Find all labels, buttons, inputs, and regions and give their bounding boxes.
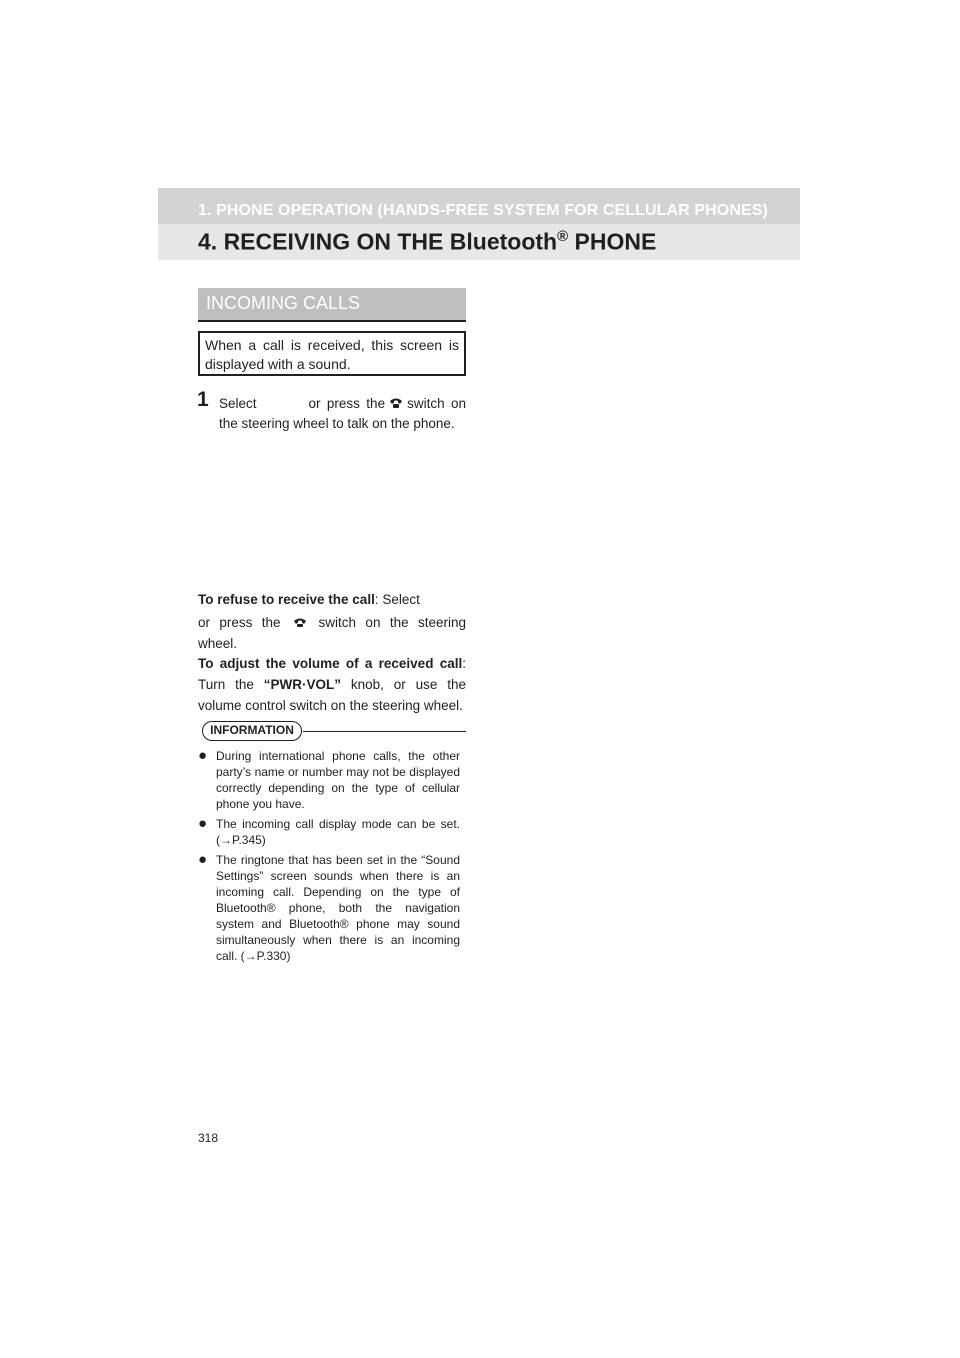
- volume-rest: knob, or use the volume control switch on the steering wheel.: [198, 677, 466, 713]
- bullet-icon: ●: [198, 747, 208, 764]
- step-text-press: or press the: [308, 396, 386, 411]
- bullet-icon: ●: [198, 815, 208, 832]
- information-rule: [303, 731, 466, 732]
- phone-pickup-icon: [389, 397, 403, 409]
- info-bullet-text: During international phone calls, the other party’s name or number may not be displayed correctly depending on the type of cellular phone you have.: [216, 749, 460, 811]
- refuse-label: To refuse to receive the call: [198, 592, 375, 607]
- section-title-prefix: 4. RECEIVING ON THE Bluetooth: [198, 228, 558, 255]
- refuse-paragraph-cont: [198, 612, 466, 654]
- step-text-rest: switch on the steering wheel to talk on the phone.: [219, 396, 466, 431]
- information-label: INFORMATION: [202, 721, 302, 741]
- refuse-rest: switch on the steering wheel.: [198, 615, 466, 651]
- info-bullet: [198, 852, 460, 964]
- info-bullet: [198, 816, 460, 848]
- registered-mark: ®: [557, 228, 569, 245]
- refuse-select: : Select: [374, 592, 420, 607]
- intro-box: When a call is received, this screen is displayed with a sound.: [198, 331, 466, 376]
- step-text: [219, 394, 466, 434]
- phone-hangup-icon: [293, 616, 307, 628]
- page-number: 318: [198, 1131, 219, 1145]
- step-number: 1: [197, 388, 209, 411]
- subsection-title: INCOMING CALLS: [206, 293, 361, 313]
- volume-knob: “PWR·VOL”: [263, 677, 341, 692]
- step-text-select: Select: [219, 396, 257, 411]
- volume-paragraph: [198, 653, 466, 716]
- chapter-title: 1. PHONE OPERATION (HANDS-FREE SYSTEM FOR CELLULAR PHONES): [198, 202, 768, 219]
- section-title-suffix: PHONE: [568, 228, 657, 255]
- bullet-icon: ●: [198, 851, 208, 868]
- info-bullet-text: The ringtone that has been set in the “Sound Settings” screen sounds when there is an incoming call. Depending on the type of Bluetooth® phone, both the navigation system and Bluetooth® phone may sound simultaneously when there is an incoming call. (→P.330): [216, 853, 460, 963]
- refuse-press: or press the: [198, 615, 281, 630]
- info-bullet-text: The incoming call display mode can be set. (→P.345): [216, 817, 460, 847]
- section-title: [198, 228, 656, 256]
- info-bullet: [198, 748, 460, 812]
- volume-turn: : Turn the: [198, 656, 466, 692]
- volume-label: To adjust the volume of a received call: [198, 656, 463, 671]
